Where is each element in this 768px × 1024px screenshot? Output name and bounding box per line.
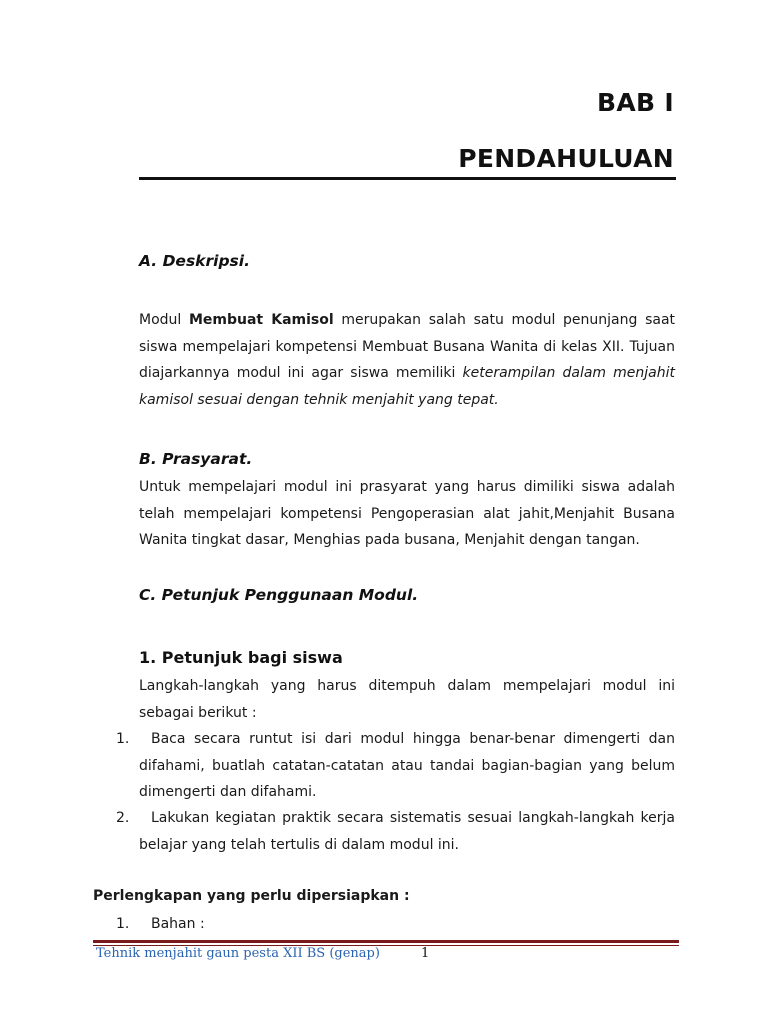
- list-item: Bahan :: [151, 916, 205, 932]
- chapter-number: BAB I: [597, 88, 674, 117]
- equipment-heading: Perlengkapan yang perlu dipersiapkan :: [93, 888, 410, 904]
- list-item: Lakukan kegiatan praktik secara sistematis sesuai langkah-langkah kerja belajar yang telah tertulis di dalam modul ini.: [139, 810, 675, 853]
- list-item-number: 1.: [116, 916, 130, 932]
- section-a-paragraph: Modul Membuat Kamisol merupakan salah satu modul penunjang saat siswa mempelajari kompetensi Membuat Busana Wanita di kelas XII. Tujuan diajarkannya modul ini agar siswa memiliki keterampilan dalam menjahit kamisol sesuai dengan tehnik menjahit yang tepat.: [139, 312, 676, 408]
- chapter-title: PENDAHULUAN: [458, 144, 674, 173]
- section-a-heading: A. Deskripsi.: [139, 252, 250, 270]
- section-b-paragraph: Untuk mempelajari modul ini prasyarat yang harus dimiliki siswa adalah telah mempelajari kompetensi Pengoperasian alat jahit,Menjahit Busana Wanita tingkat dasar, Menghias pada busana, Menjahit dengan tangan.: [139, 479, 675, 548]
- section-b-heading: B. Prasyarat.: [139, 450, 253, 468]
- subsection-heading: 1. Petunjuk bagi siswa: [139, 648, 343, 667]
- steps-intro: Langkah-langkah yang harus ditempuh dalam mempelajari modul ini sebagai berikut :: [139, 678, 675, 721]
- list-item-number: 2.: [116, 810, 130, 826]
- list-item: Baca secara runtut isi dari modul hingga benar-benar dimengerti dan difahami, buatlah catatan-catatan atau tandai bagian-bagian yang belum dimengerti dan difahami.: [139, 731, 675, 800]
- section-c-heading: C. Petunjuk Penggunaan Modul.: [139, 586, 419, 604]
- list-item-number: 1.: [116, 731, 130, 747]
- page-number: 1: [421, 946, 430, 961]
- title-divider: [139, 177, 676, 180]
- footer-rule: [93, 940, 679, 943]
- footer-text: Tehnik menjahit gaun pesta XII BS (genap): [96, 946, 380, 961]
